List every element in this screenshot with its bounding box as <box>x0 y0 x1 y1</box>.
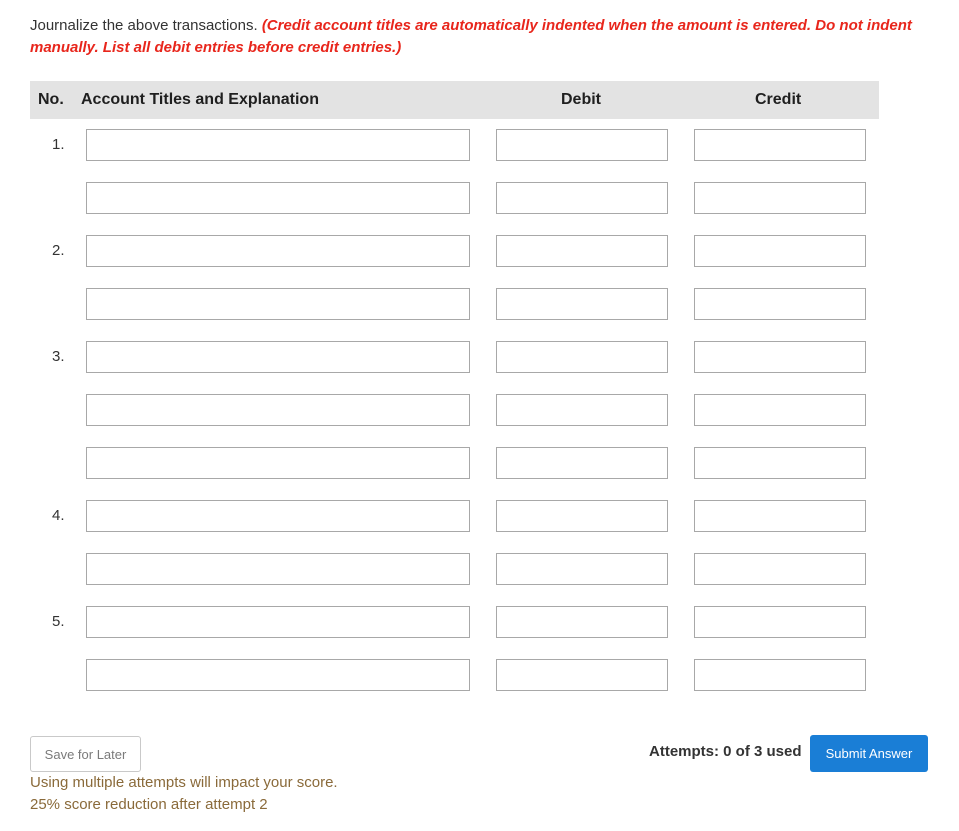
account-title-input[interactable] <box>86 447 470 479</box>
instructions <box>30 15 920 59</box>
instructions-lead: Journalize the above transactions. <box>30 17 258 34</box>
journal-row <box>30 394 879 426</box>
debit-input[interactable] <box>496 553 668 585</box>
instructions-emphasis: (Credit account titles are automatically indented when the amount is entered. Do not indent manually. List all debit entries before credit entries.) <box>30 17 912 56</box>
account-title-input[interactable] <box>86 553 470 585</box>
credit-input[interactable] <box>694 500 866 532</box>
journal-row <box>30 447 879 479</box>
attempts-warning: Using multiple attempts will impact your score. <box>30 774 338 791</box>
account-title-input[interactable] <box>86 500 470 532</box>
journal-row <box>30 500 879 532</box>
debit-input[interactable] <box>496 288 668 320</box>
credit-input[interactable] <box>694 394 866 426</box>
row-number: 5. <box>52 613 65 630</box>
journal-row <box>30 129 879 161</box>
debit-input[interactable] <box>496 182 668 214</box>
debit-input[interactable] <box>496 606 668 638</box>
journal-row <box>30 235 879 267</box>
journal-row <box>30 553 879 585</box>
credit-input[interactable] <box>694 182 866 214</box>
credit-input[interactable] <box>694 129 866 161</box>
account-title-input[interactable] <box>86 394 470 426</box>
credit-input[interactable] <box>694 606 866 638</box>
row-number: 1. <box>52 136 65 153</box>
header-account-titles: Account Titles and Explanation <box>81 91 319 108</box>
account-title-input[interactable] <box>86 182 470 214</box>
row-number: 2. <box>52 242 65 259</box>
account-title-input[interactable] <box>86 288 470 320</box>
credit-input[interactable] <box>694 553 866 585</box>
attempts-counter: Attempts: 0 of 3 used <box>649 743 802 760</box>
score-reduction-note: 25% score reduction after attempt 2 <box>30 796 268 813</box>
debit-input[interactable] <box>496 341 668 373</box>
credit-input[interactable] <box>694 235 866 267</box>
journal-row <box>30 659 879 691</box>
journal-table-header <box>30 81 879 119</box>
debit-input[interactable] <box>496 447 668 479</box>
account-title-input[interactable] <box>86 659 470 691</box>
debit-input[interactable] <box>496 235 668 267</box>
credit-input[interactable] <box>694 659 866 691</box>
row-number: 4. <box>52 507 65 524</box>
journal-row <box>30 606 879 638</box>
credit-input[interactable] <box>694 447 866 479</box>
debit-input[interactable] <box>496 500 668 532</box>
header-no: No. <box>38 91 64 108</box>
row-number: 3. <box>52 348 65 365</box>
account-title-input[interactable] <box>86 235 470 267</box>
journal-row <box>30 341 879 373</box>
debit-input[interactable] <box>496 659 668 691</box>
debit-input[interactable] <box>496 394 668 426</box>
save-for-later-button[interactable]: Save for Later <box>30 736 141 772</box>
account-title-input[interactable] <box>86 341 470 373</box>
credit-input[interactable] <box>694 288 866 320</box>
header-credit: Credit <box>755 91 802 108</box>
journal-row <box>30 288 879 320</box>
submit-answer-button[interactable]: Submit Answer <box>810 735 928 772</box>
account-title-input[interactable] <box>86 129 470 161</box>
header-debit: Debit <box>561 91 601 108</box>
journal-row <box>30 182 879 214</box>
account-title-input[interactable] <box>86 606 470 638</box>
credit-input[interactable] <box>694 341 866 373</box>
debit-input[interactable] <box>496 129 668 161</box>
